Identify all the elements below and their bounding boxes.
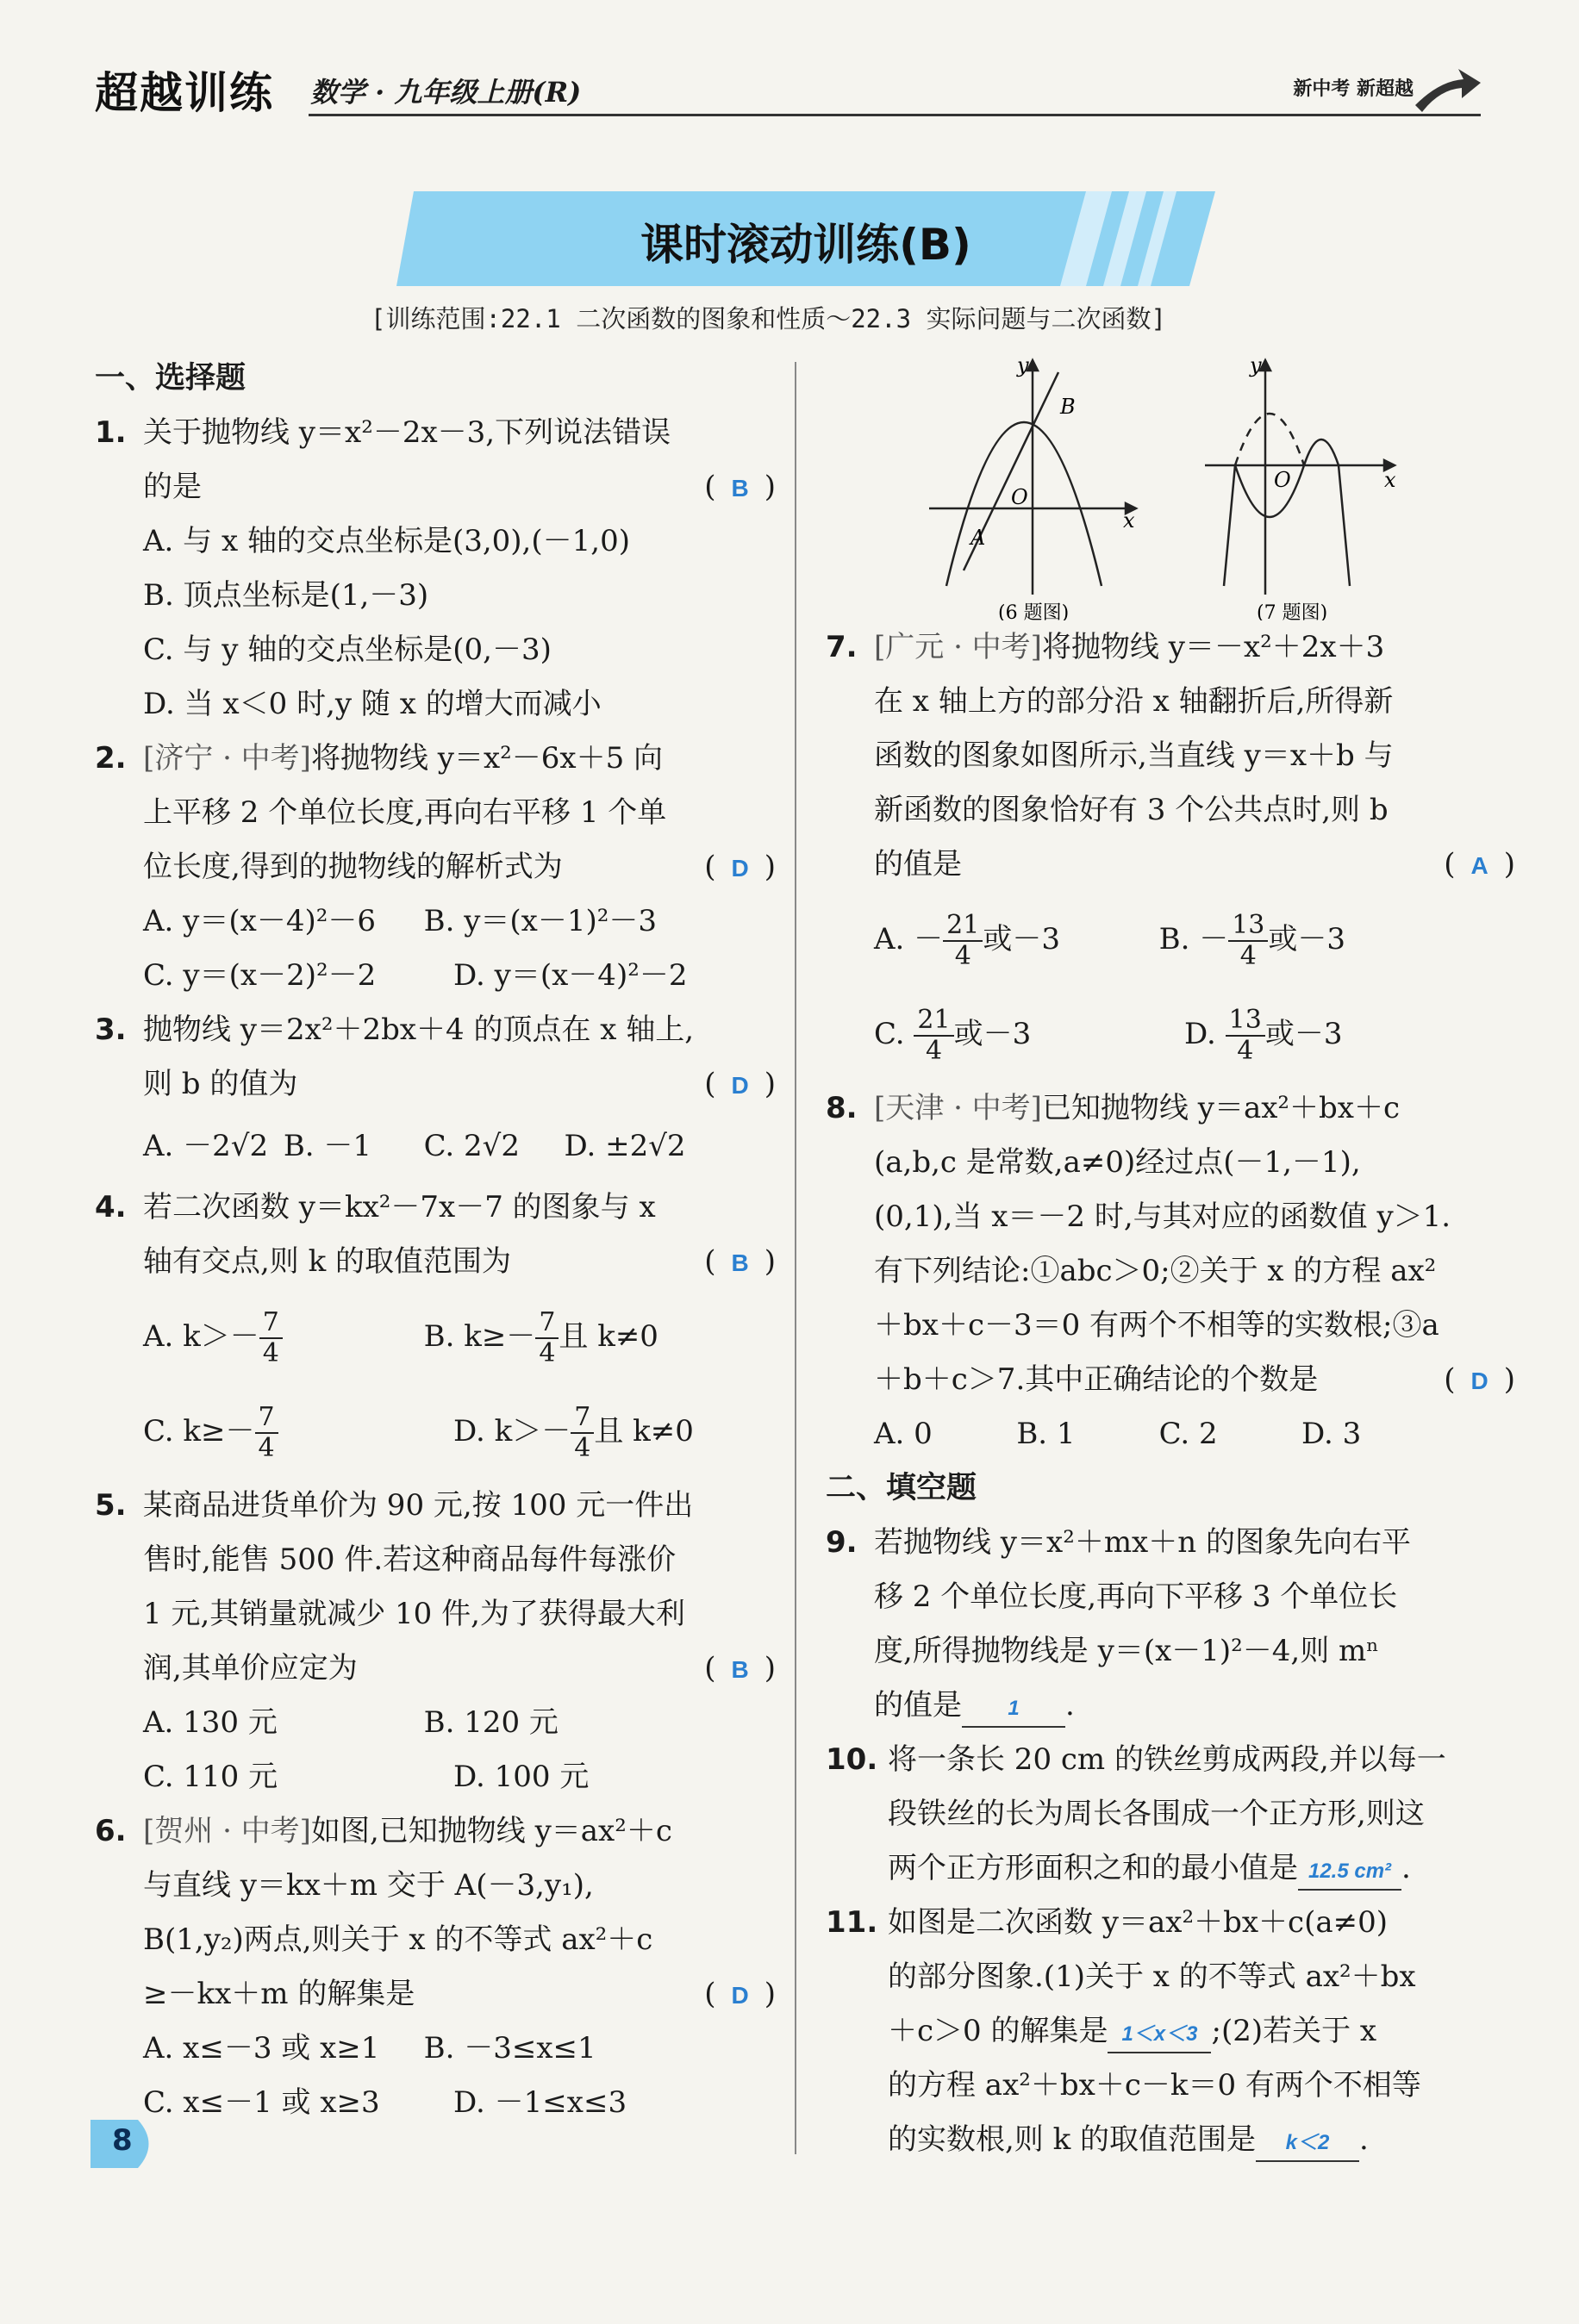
- answer-mark: B: [731, 1249, 749, 1276]
- option-b: B. 顶点坐标是(1,－3): [143, 578, 429, 613]
- option-c: C. $\frac{21}{4}$ 或－3: [874, 1005, 1032, 1066]
- answer-paren: ( D ): [704, 850, 776, 884]
- question-stem: 将一条长 20 cm 的铁丝剪成两段,并以每一: [888, 1742, 1446, 1777]
- question-stem: ＋bx＋c－3＝0 有两个不相等的实数根;③a: [874, 1308, 1439, 1343]
- answer-paren: ( B ): [704, 470, 776, 504]
- origin-label: O: [1274, 468, 1291, 492]
- answer-mark: D: [1470, 1368, 1489, 1394]
- answer-mark: B: [731, 475, 749, 502]
- option-b: B. － $\frac{13}{4}$ 或－3: [1158, 910, 1346, 971]
- option-a: A. 0: [874, 1417, 933, 1451]
- question-stem: 段铁丝的长为周长各围成一个正方形,则这: [888, 1797, 1425, 1831]
- question-number: 4.: [95, 1190, 127, 1224]
- question-6: [95, 1804, 776, 2022]
- option-c: C. k≥－ $\frac{7}{4}$: [143, 1384, 453, 1479]
- question-stem: (0,1),当 x＝－2 时,与其对应的函数值 y＞1.: [874, 1199, 1451, 1234]
- question-source: [广元 · 中考]: [874, 630, 1042, 664]
- answer-paren: ( B ): [704, 1651, 776, 1685]
- question-stem: 若抛物线 y＝x²＋mx＋n 的图象先向右平: [874, 1525, 1411, 1560]
- option-c: C. 与 y 轴的交点坐标是(0,－3): [143, 632, 552, 667]
- subject-label: 数学 · 九年级上册(R): [310, 76, 582, 109]
- answer-paren: ( B ): [704, 1244, 776, 1279]
- question-stem: 函数的图象如图所示,当直线 y＝x＋b 与: [874, 738, 1394, 773]
- axis-label-x: x: [1384, 468, 1396, 492]
- question-stem: 两个正方形面积之和的最小值是: [888, 1851, 1298, 1885]
- question-stem: 1 元,其销量就减少 10 件,为了获得最大利: [143, 1597, 685, 1631]
- question-number: 1.: [95, 415, 127, 450]
- option-b: B. k≥－ $\frac{7}{4}$ 且 k≠0: [423, 1307, 658, 1368]
- title-banner: [396, 191, 1215, 286]
- answer-blank: 1: [962, 1688, 1065, 1728]
- option-c: C. 2√2: [423, 1129, 520, 1163]
- option-b: B. 120 元: [423, 1705, 559, 1740]
- question-stem: ≥－kx＋m 的解集是: [143, 1977, 415, 2011]
- question-7: [826, 620, 1515, 892]
- question-stem: 上平移 2 个单位长度,再向右平移 1 个单: [143, 795, 667, 830]
- question-stem: 抛物线 y＝2x²＋2bx＋4 的顶点在 x 轴上,: [143, 1012, 695, 1047]
- question-stem: 的是: [143, 470, 202, 504]
- question-5: [95, 1479, 776, 1696]
- question-stem: 与直线 y＝kx＋m 交于 A(－3,y₁),: [143, 1868, 594, 1903]
- question-1: [95, 406, 776, 514]
- training-range: [训练范围:22.1 二次函数的图象和性质～22.3 实际问题与二次函数]: [371, 304, 1166, 333]
- option-d: D. 当 x＜0 时,y 随 x 的增大而减小: [143, 687, 602, 721]
- answer-paren: ( D ): [704, 1977, 776, 2011]
- option-a: A. y＝(x－4)²－6: [143, 904, 376, 938]
- question-stem: 将抛物线 y＝－x²＋2x＋3: [1041, 630, 1385, 664]
- option-c: C. y＝(x－2)²－2: [143, 958, 377, 993]
- question-stem: 位长度,得到的抛物线的解析式为: [143, 850, 563, 884]
- point-a-label: A: [970, 526, 986, 550]
- left-column: [95, 352, 776, 2130]
- question-source: [贺州 · 中考]: [143, 1814, 311, 1848]
- question-10: 10. 将一条长 20 cm 的铁丝剪成两段,并以每一 段铁丝的长为周长各围成一个正方形,则这 两个正方形面积之和的最小值是 12.5 cm² .: [826, 1733, 1515, 1896]
- question-stem: 若二次函数 y＝kx²－7x－7 的图象与 x: [143, 1190, 656, 1224]
- option-a: A. － $\frac{21}{4}$ 或－3: [874, 910, 1060, 971]
- origin-label: O: [1011, 485, 1028, 509]
- section-fill-heading: 二、填空题: [826, 1471, 977, 1505]
- question-3: [95, 1003, 776, 1112]
- question-11: 11. 如图是二次函数 y＝ax²＋bx＋c(a≠0) 的部分图象.(1)关于 x 的不等式 ax²＋bx ＋c＞0 的解集是 1＜x＜3 ;(2)若关于 x 的方程 ax²＋bx＋c－k＝0 有两个不相等 的实数根,则 k 的取值范围是 k＜2 .: [826, 1896, 1515, 2167]
- axis-label-y: y: [1017, 353, 1029, 377]
- option-b: B. －3≤x≤1: [423, 2031, 596, 2065]
- question-number: 2.: [95, 741, 127, 776]
- question-stem: 新函数的图象恰好有 3 个公共点时,则 b: [874, 793, 1389, 827]
- figure-graphs: [826, 345, 1515, 620]
- right-column: [826, 345, 1515, 2167]
- question-number: 3.: [95, 1012, 127, 1047]
- answer-mark: B: [731, 1656, 749, 1683]
- question-stem: 则 b 的值为: [143, 1067, 298, 1101]
- question-2: [95, 732, 776, 894]
- series-label: 新中考 新超越: [1293, 78, 1414, 100]
- question-stem: 的值是: [874, 847, 962, 882]
- page-number: 8: [112, 2123, 133, 2158]
- answer-paren: ( A ): [1444, 847, 1515, 882]
- figures: [826, 345, 1515, 620]
- question-source: [天津 · 中考]: [874, 1091, 1042, 1125]
- question-number: 5.: [95, 1488, 127, 1523]
- question-stem: 在 x 轴上方的部分沿 x 轴翻折后,所得新: [874, 684, 1394, 719]
- question-stem: 售时,能售 500 件.若这种商品每件每涨价: [143, 1542, 677, 1577]
- option-d: D. 100 元: [453, 1760, 590, 1794]
- question-stem: 润,其单价应定为: [143, 1651, 358, 1685]
- option-a: A. －2√2: [143, 1129, 269, 1163]
- question-source: [济宁 · 中考]: [143, 741, 311, 776]
- page-header: [95, 53, 1517, 122]
- figure-6-caption: (6 题图): [998, 602, 1070, 620]
- axis-label-x: x: [1123, 508, 1135, 533]
- option-c: C. 110 元: [143, 1760, 278, 1794]
- option-b: B. y＝(x－1)²－3: [423, 904, 658, 938]
- option-d: D. －1≤x≤3: [453, 2085, 627, 2120]
- option-b: B. －1: [283, 1129, 372, 1163]
- question-4: [95, 1181, 776, 1289]
- answer-blank: 1＜x＜3: [1108, 2014, 1211, 2053]
- figure-7-caption: (7 题图): [1257, 602, 1328, 620]
- question-stem: 如图,已知抛物线 y＝ax²＋c: [310, 1814, 672, 1848]
- page-title: 课时滚动训练(B): [640, 220, 971, 270]
- question-8: [826, 1081, 1515, 1407]
- question-stem: (a,b,c 是常数,a≠0)经过点(－1,－1),: [874, 1145, 1361, 1180]
- answer-mark: D: [731, 1982, 749, 2009]
- point-b-label: B: [1060, 395, 1076, 419]
- question-stem: 轴有交点,则 k 的取值范围为: [143, 1244, 512, 1279]
- question-number: 6.: [95, 1814, 127, 1848]
- option-d: D. 3: [1301, 1417, 1362, 1451]
- column-divider: [795, 362, 796, 2154]
- question-stem: ＋b＋c＞7.其中正确结论的个数是: [874, 1362, 1319, 1397]
- option-a: A. 与 x 轴的交点坐标是(3,0),(－1,0): [143, 524, 630, 558]
- question-stem: 的值是: [874, 1688, 962, 1723]
- arrow-icon: [1414, 64, 1482, 115]
- question-number: 11.: [826, 1905, 878, 1940]
- question-stem: 度,所得抛物线是 y＝(x－1)²－4,则 mⁿ: [874, 1634, 1379, 1668]
- answer-mark: D: [731, 1072, 749, 1099]
- question-number: 10.: [826, 1742, 878, 1777]
- question-stem: 的实数根,则 k 的取值范围是: [888, 2122, 1257, 2157]
- answer-mark: A: [1470, 852, 1489, 879]
- option-d: D. $\frac{13}{4}$ 或－3: [1184, 1005, 1343, 1066]
- section-choice-heading: 一、选择题: [95, 361, 247, 396]
- question-number: 8.: [826, 1091, 858, 1125]
- question-stem: 如图是二次函数 y＝ax²＋bx＋c(a≠0): [888, 1905, 1388, 1940]
- figure-6: [929, 360, 1136, 595]
- question-stem: 移 2 个单位长度,再向下平移 3 个单位长: [874, 1579, 1398, 1614]
- answer-mark: D: [731, 855, 749, 882]
- option-d: D. ±2√2: [564, 1129, 686, 1163]
- option-c: C. x≤－1 或 x≥3: [143, 2085, 380, 2120]
- question-number: 7.: [826, 630, 858, 664]
- option-a: A. x≤－3 或 x≥1: [143, 2031, 380, 2065]
- option-d: D. y＝(x－4)²－2: [453, 958, 688, 993]
- option-c: C. 2: [1158, 1417, 1218, 1451]
- option-a: A. 130 元: [143, 1705, 278, 1740]
- answer-paren: ( D ): [1444, 1362, 1515, 1397]
- question-number: 9.: [826, 1525, 858, 1560]
- figure-7: [1205, 360, 1395, 595]
- axis-label-y: y: [1250, 353, 1262, 377]
- question-stem: 某商品进货单价为 90 元,按 100 元一件出: [143, 1488, 694, 1523]
- question-stem: 的部分图象.(1)关于 x 的不等式 ax²＋bx: [888, 1960, 1416, 1994]
- answer-blank: k＜2: [1256, 2122, 1359, 2162]
- question-stem: 关于抛物线 y＝x²－2x－3,下列说法错误: [143, 415, 671, 450]
- option-b: B. 1: [1016, 1417, 1076, 1451]
- option-a: A. k＞－ $\frac{7}{4}$: [143, 1289, 424, 1384]
- question-9: 9. 若抛物线 y＝x²＋mx＋n 的图象先向右平 移 2 个单位长度,再向下平移 3 个单位长 度,所得抛物线是 y＝(x－1)²－4,则 mⁿ 的值是 1 .: [826, 1516, 1515, 1733]
- question-stem: ＋c＞0 的解集是: [888, 2014, 1108, 2048]
- answer-blank: 12.5 cm²: [1298, 1851, 1401, 1891]
- header-rule: [309, 114, 1481, 116]
- answer-paren: ( D ): [704, 1067, 776, 1101]
- question-stem: B(1,y₂)两点,则关于 x 的不等式 ax²＋c: [143, 1922, 653, 1957]
- question-stem: 的方程 ax²＋bx＋c－k＝0 有两个不相等: [888, 2068, 1421, 2103]
- brand-title: 超越训练: [95, 68, 274, 118]
- question-stem: 将抛物线 y＝x²－6x＋5 向: [310, 741, 664, 776]
- question-stem: 有下列结论:①abc＞0;②关于 x 的方程 ax²: [874, 1254, 1437, 1288]
- option-d: D. k＞－ $\frac{7}{4}$ 且 k≠0: [453, 1402, 694, 1463]
- question-stem: 已知抛物线 y＝ax²＋bx＋c: [1041, 1091, 1401, 1125]
